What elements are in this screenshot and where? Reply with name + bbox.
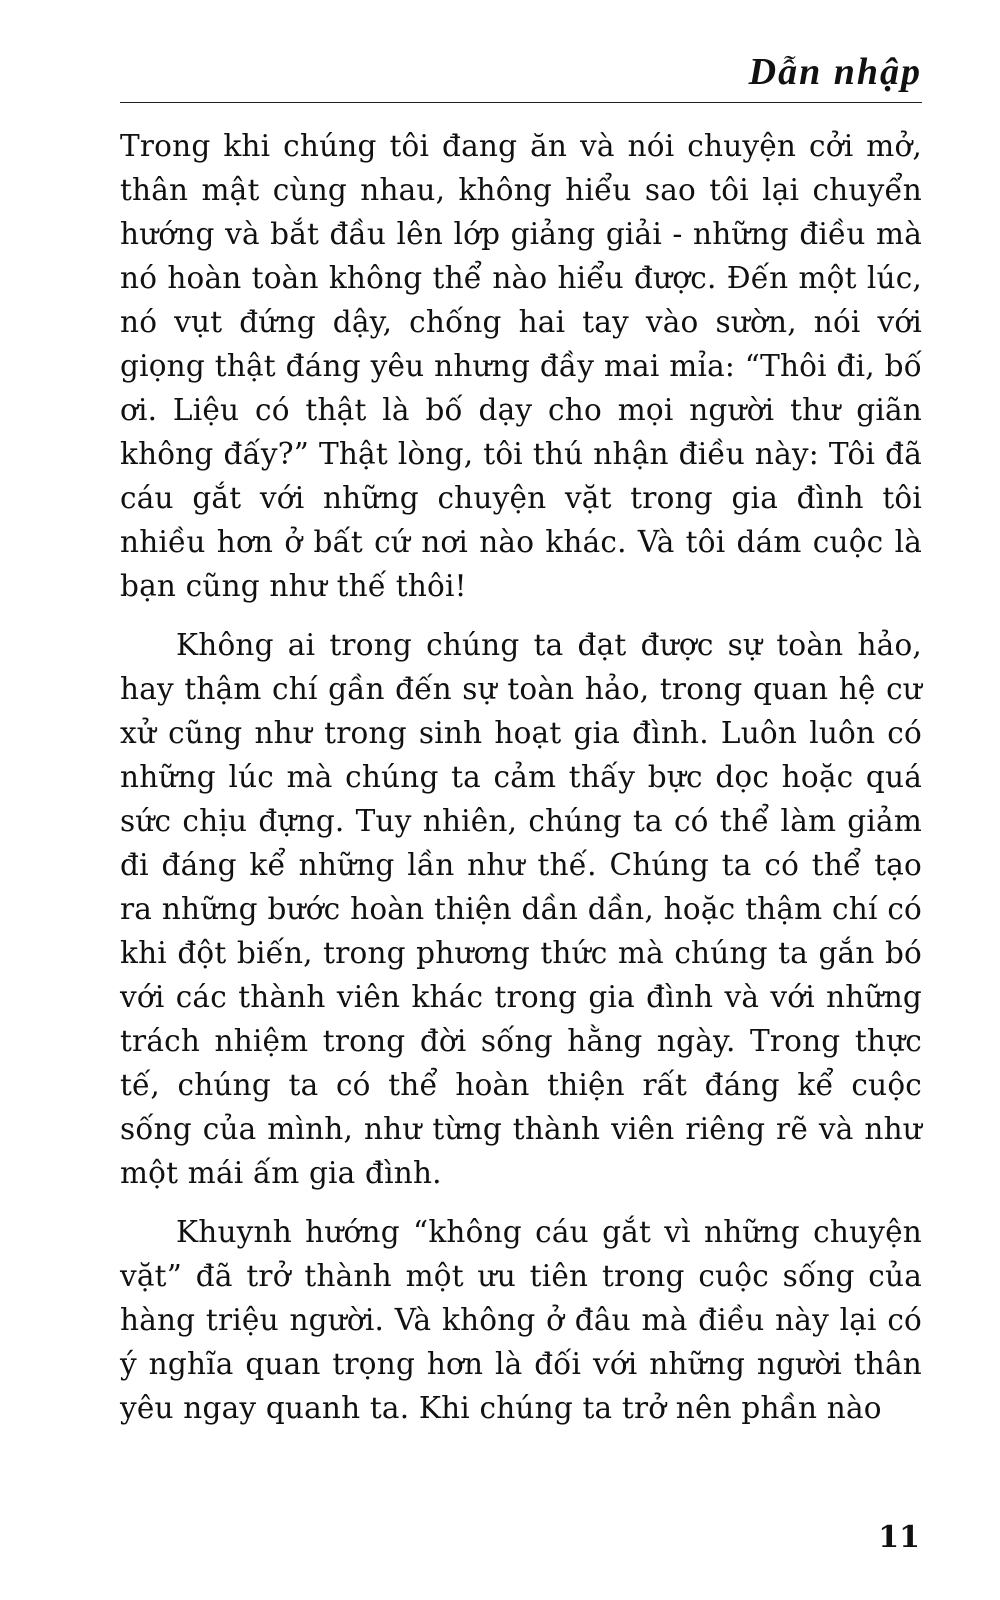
body-text bbox=[120, 124, 922, 1445]
paragraph: Khuynh hướng “không cáu gắt vì những chuyện vặt” đã trở thành một ưu tiên trong cuộc sống của hàng triệu người. Và không ở đâu mà điều này lại có ý nghĩa quan trọng hơn là đối với những người thân yêu ngay quanh ta. Khi chúng ta trở nên phần nào bbox=[120, 1215, 922, 1425]
page-number: 11 bbox=[878, 1520, 920, 1555]
header-divider bbox=[120, 102, 922, 103]
paragraph: Không ai trong chúng ta đạt được sự toàn hảo, hay thậm chí gần đến sự toàn hảo, trong quan hệ cư xử cũng như trong sinh hoạt gia đình. Luôn luôn có những lúc mà chúng ta cảm thấy bực dọc hoặc quá sức chịu đựng. Tuy nhiên, chúng ta có thể làm giảm đi đáng kể những lần như thế. Chúng ta có thể tạo ra những bước hoàn thiện dần dần, hoặc thậm chí có khi đột biến, trong phương thức mà chúng ta gắn bó với các thành viên khác trong gia đình và với những trách nhiệm trong đời sống hằng ngày. Trong thực tế, chúng ta có thể hoàn thiện rất đáng kể cuộc sống của mình, như từng thành viên riêng rẽ và như một mái ấm gia đình. bbox=[120, 628, 922, 1190]
paragraph-continued: Trong khi chúng tôi đang ăn và nói chuyện cởi mở, thân mật cùng nhau, không hiểu sao tôi lại chuyển hướng và bắt đầu lên lớp giảng giải - những điều mà nó hoàn toàn không thể nào hiểu được. Đến một lúc, nó vụt đứng dậy, chống hai tay vào sườn, nói với giọng thật đáng yêu nhưng đầy mai mỉa: “Thôi đi, bố ơi. Liệu có thật là bố dạy cho mọi người thư giãn không đấy?” Thật lòng, tôi thú nhận điều này: Tôi đã cáu gắt với những chuyện vặt trong gia đình tôi nhiều hơn ở bất cứ nơi nào khác. Và tôi dám cuộc là bạn cũng như thế thôi! bbox=[120, 129, 922, 603]
running-header-title: Dẫn nhập bbox=[748, 51, 922, 93]
